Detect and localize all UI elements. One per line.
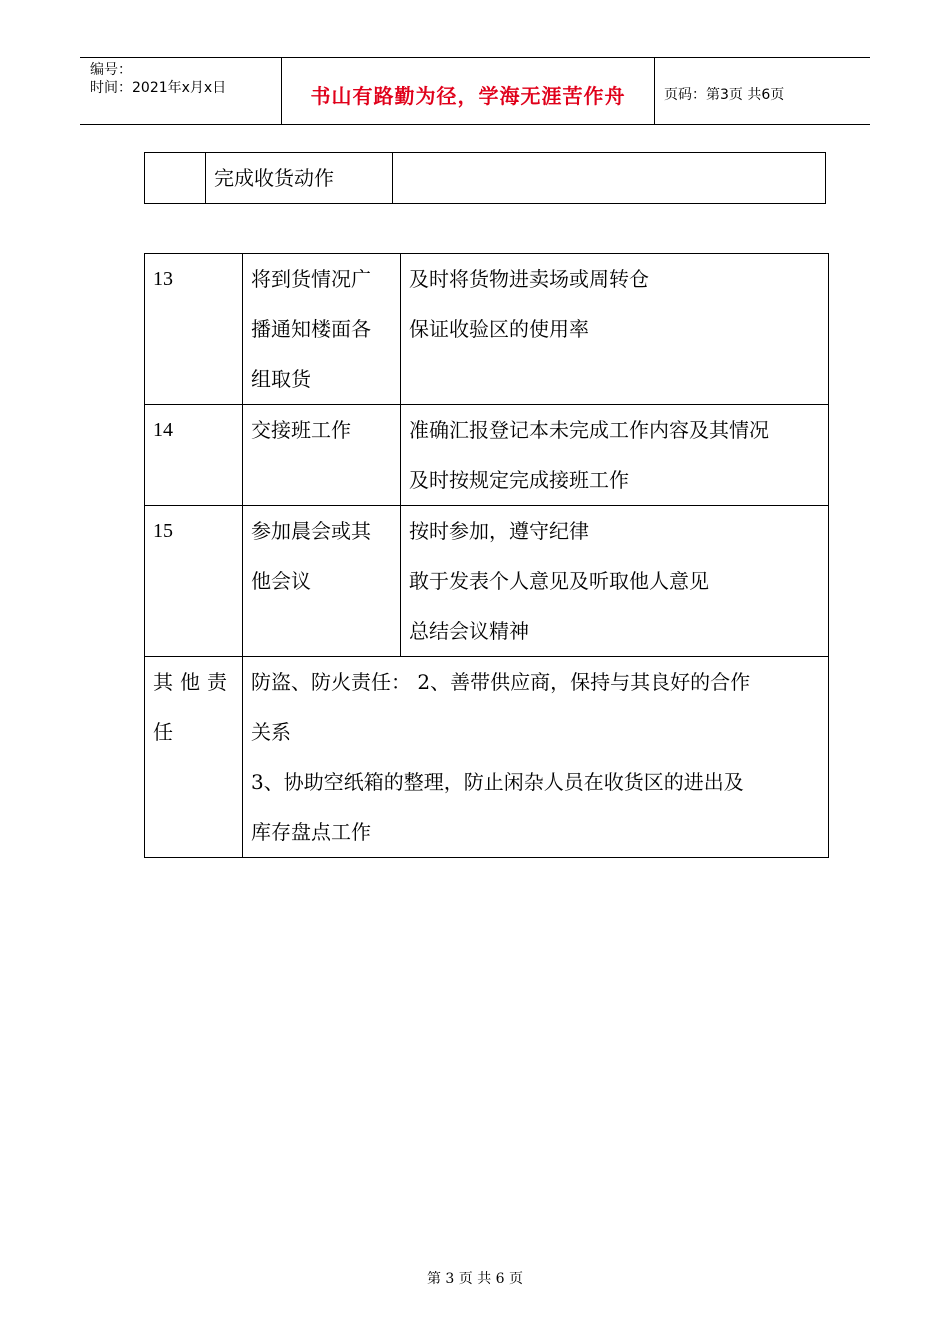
table-row — [145, 254, 829, 405]
item-line: 组取货 — [251, 367, 311, 391]
row-number — [145, 153, 206, 204]
content-line: 防盗、防火责任： 2、善带供应商，保持与其良好的合作 — [251, 670, 751, 694]
standard-line: 总结会议精神 — [409, 619, 529, 643]
row-item — [243, 405, 401, 506]
standard-line: 敢于发表个人意见及听取他人意见 — [409, 569, 709, 593]
label-line: 其他责 — [153, 670, 234, 694]
page-header — [80, 57, 870, 125]
row-item: 完成收货动作 — [206, 153, 393, 204]
standard-line: 保证收验区的使用率 — [409, 317, 589, 341]
page-footer: 第 3 页 共 6 页 — [426, 1271, 524, 1287]
row-item — [243, 506, 401, 657]
row-standard — [393, 153, 826, 204]
label-line: 任 — [153, 720, 173, 744]
header-meta — [90, 61, 226, 97]
header-motto: 书山有路勤为径，学海无涯苦作舟 — [310, 84, 626, 108]
standard-line: 准确汇报登记本未完成工作内容及其情况 — [409, 418, 769, 442]
row-standard — [401, 405, 829, 506]
content-line: 关系 — [251, 720, 291, 744]
item-line: 交接班工作 — [251, 418, 351, 442]
row-number: 15 — [145, 506, 243, 657]
content-line: 库存盘点工作 — [251, 820, 371, 844]
table-row — [145, 657, 829, 858]
row-number: 14 — [145, 405, 243, 506]
time-label: 时间：2021年x月x日 — [90, 80, 227, 96]
row-standard — [401, 506, 829, 657]
header-page-info: 页码：第3页 共6页 — [664, 87, 785, 103]
item-line: 播通知楼面各 — [251, 317, 371, 341]
other-duties-label — [145, 657, 243, 858]
row-item — [243, 254, 401, 405]
row-number: 13 — [145, 254, 243, 405]
table-row — [145, 153, 826, 204]
item-line: 他会议 — [251, 569, 311, 593]
header-divider — [654, 58, 655, 124]
item-line: 参加晨会或其 — [251, 519, 371, 543]
table-row — [145, 405, 829, 506]
duty-table-continued — [144, 152, 826, 204]
content-line: 3、协助空纸箱的整理，防止闲杂人员在收货区的进出及 — [251, 770, 744, 794]
number-label: 编号： — [90, 62, 132, 78]
standard-line: 按时参加，遵守纪律 — [409, 519, 589, 543]
standard-line: 及时按规定完成接班工作 — [409, 468, 629, 492]
row-standard — [401, 254, 829, 405]
standard-line: 及时将货物进卖场或周转仓 — [409, 267, 649, 291]
item-line: 将到货情况广 — [251, 267, 371, 291]
table-row — [145, 506, 829, 657]
duty-table — [144, 253, 829, 858]
other-duties-content — [243, 657, 829, 858]
